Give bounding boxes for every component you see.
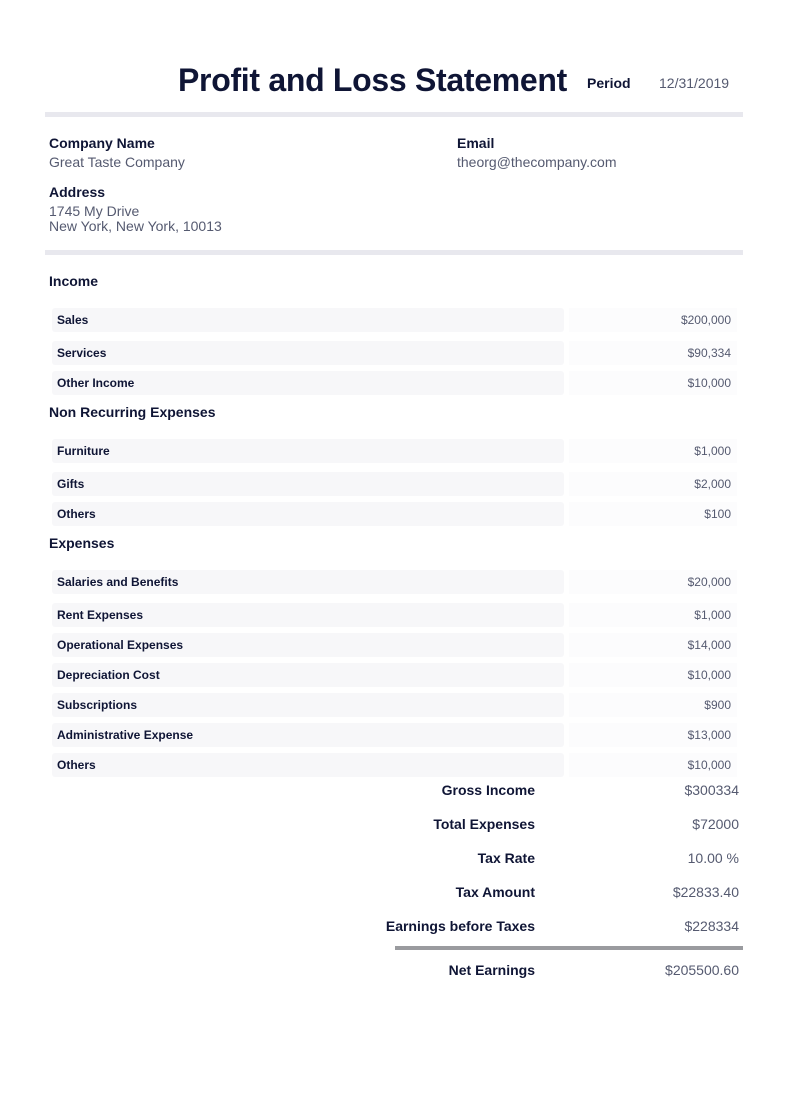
- row-value: $10,000: [569, 663, 737, 687]
- table-row: [52, 633, 737, 657]
- row-value: $200,000: [569, 308, 737, 332]
- table-row: [52, 371, 737, 395]
- row-value: $20,000: [569, 570, 737, 594]
- total-value: $205500.60: [665, 962, 739, 978]
- email-label: Email: [457, 135, 495, 151]
- row-value: $13,000: [569, 723, 737, 747]
- table-row: [52, 472, 737, 496]
- total-value: 10.00 %: [687, 850, 739, 866]
- row-value: $100: [569, 502, 737, 526]
- row-label: Other Income: [52, 371, 564, 395]
- table-row: [52, 341, 737, 365]
- row-label: Furniture: [52, 439, 564, 463]
- totals-divider: [395, 946, 743, 950]
- total-value: $228334: [684, 918, 739, 934]
- address-line-1: 1745 My Drive: [49, 203, 140, 219]
- total-label: Earnings before Taxes: [385, 918, 535, 934]
- row-label: Rent Expenses: [52, 603, 564, 627]
- row-value: $1,000: [569, 439, 737, 463]
- total-value: $300334: [684, 782, 739, 798]
- row-label: Operational Expenses: [52, 633, 564, 657]
- total-label: Total Expenses: [433, 816, 535, 832]
- row-value: $10,000: [569, 753, 737, 777]
- row-value: $1,000: [569, 603, 737, 627]
- row-label: Others: [52, 502, 564, 526]
- total-value: $72000: [692, 816, 739, 832]
- period-label: Period: [587, 75, 631, 91]
- header-divider: [45, 112, 743, 117]
- table-row: [52, 308, 737, 332]
- row-value: $2,000: [569, 472, 737, 496]
- total-label: Net Earnings: [448, 962, 535, 978]
- table-row: [52, 663, 737, 687]
- row-value: $14,000: [569, 633, 737, 657]
- row-value: $10,000: [569, 371, 737, 395]
- total-row-net-earnings: [380, 960, 740, 980]
- period-value: 12/31/2019: [659, 75, 730, 91]
- row-value: $90,334: [569, 341, 737, 365]
- company-name-value: Great Taste Company: [49, 154, 185, 170]
- row-label: Salaries and Benefits: [52, 570, 564, 594]
- total-row-total-expenses: [380, 814, 740, 834]
- total-label: Tax Amount: [455, 884, 535, 900]
- row-label: Others: [52, 753, 564, 777]
- table-row: [52, 603, 737, 627]
- total-row-tax-amount: [380, 882, 740, 902]
- section-title-non-recurring-expenses: Non Recurring Expenses: [49, 404, 216, 420]
- total-value: $22833.40: [672, 884, 739, 900]
- section-title-income: Income: [49, 273, 99, 289]
- table-row: [52, 439, 737, 463]
- total-label: Gross Income: [441, 782, 535, 798]
- row-label: Subscriptions: [52, 693, 564, 717]
- row-label: Sales: [52, 308, 564, 332]
- row-label: Depreciation Cost: [52, 663, 564, 687]
- address-line-2: New York, New York, 10013: [49, 218, 222, 234]
- table-row: [52, 723, 737, 747]
- row-value: $900: [569, 693, 737, 717]
- page-title: Profit and Loss Statement: [178, 62, 568, 98]
- email-value: theorg@thecompany.com: [457, 154, 617, 170]
- row-label: Services: [52, 341, 564, 365]
- row-label: Gifts: [52, 472, 564, 496]
- company-name-label: Company Name: [49, 135, 155, 151]
- table-row: [52, 693, 737, 717]
- row-label: Administrative Expense: [52, 723, 564, 747]
- section-title-expenses: Expenses: [49, 535, 115, 551]
- table-row: [52, 753, 737, 777]
- address-label: Address: [49, 184, 106, 200]
- total-row-tax-rate: [380, 848, 740, 868]
- table-row: [52, 570, 737, 594]
- total-row-earnings-before-taxes: [380, 916, 740, 936]
- info-divider: [45, 250, 743, 255]
- total-label: Tax Rate: [477, 850, 535, 866]
- total-row-gross-income: [380, 780, 740, 800]
- table-row: [52, 502, 737, 526]
